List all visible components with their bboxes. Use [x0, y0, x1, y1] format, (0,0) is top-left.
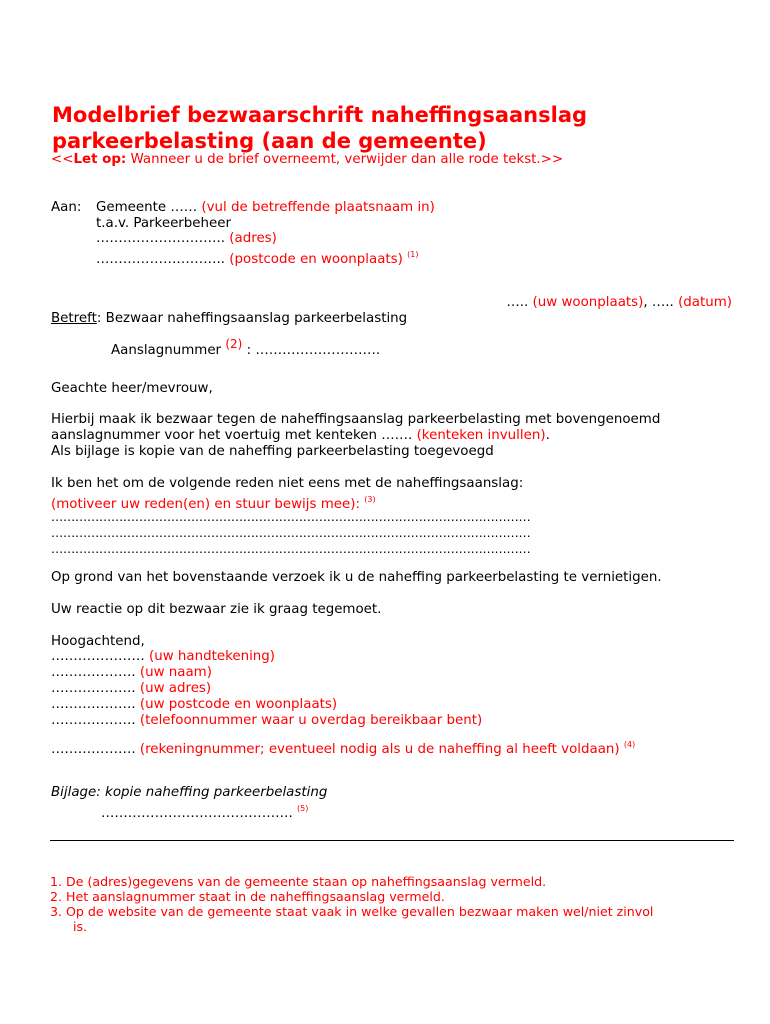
body-paragraph-2: Op grond van het bovenstaande verzoek ik u de naheffing parkeerbelasting te vernietigen.	[51, 570, 662, 585]
bank-account-hint: (rekeningnummer; eventueel nodig als u de naheffing al heeft voldaan)	[139, 742, 620, 757]
address-hint: (uw adres)	[139, 681, 212, 696]
phone-hint: (telefoonnummer waar u overdag bereikbaar bent)	[139, 713, 483, 728]
subject-label: Betreft	[51, 311, 97, 326]
footnote-3: 3. Op de website van de gemeente staat vaak in welke gevallen bezwaar maken wel/niet zinvol	[50, 904, 654, 919]
footnote-ref-2: (2)	[225, 337, 243, 351]
salutation: Geachte heer/mevrouw,	[51, 381, 213, 396]
attachment-dots: …………………………………….	[101, 806, 297, 821]
footnote-divider	[50, 840, 734, 841]
signature-dots: …………………	[51, 649, 149, 664]
address-line-4-text: ………………………..	[96, 252, 230, 267]
address-line-4-hint: (postcode en woonplaats)	[229, 252, 403, 267]
assessment-number-line	[111, 336, 380, 359]
title-line-1: Modelbrief bezwaarschrift naheffingsaanslag	[52, 103, 588, 127]
license-plate-text: aanslagnummer voor het voertuig met kenteken …….	[51, 428, 417, 443]
closing: Hoogachtend,	[51, 634, 145, 649]
date-dots: , …..	[643, 295, 679, 310]
footnote-3-continued: is.	[73, 919, 88, 934]
address-line-2: t.a.v. Parkeerbeheer	[96, 216, 232, 231]
name-dots: ……………….	[51, 665, 140, 680]
license-plate-end: .	[545, 428, 550, 443]
phone-field	[51, 713, 482, 729]
body-paragraph-3: Uw reactie op dit bezwaar zie ik graag tegemoet.	[51, 602, 382, 617]
assessment-number-dots: : ……………………….	[242, 343, 381, 358]
name-hint: (uw naam)	[139, 665, 212, 680]
reasons-dots-3: …………………………………………………………………………………………………………	[51, 542, 531, 556]
signature-hint: (uw handtekening)	[149, 649, 276, 664]
reasons-hint-text: (motiveer uw reden(en) en stuur bewijs mee):	[51, 497, 360, 512]
address-label: Aan:	[51, 200, 82, 215]
reasons-dots-1: …………………………………………………………………………………………………………	[51, 510, 531, 524]
place-date-line	[506, 295, 732, 311]
attachment-label: Bijlage: kopie naheffing parkeerbelasting	[51, 785, 328, 800]
name-field	[51, 665, 212, 681]
postcode-hint: (uw postcode en woonplaats)	[139, 697, 338, 712]
date-hint: (datum)	[678, 295, 732, 310]
document-title	[52, 102, 587, 154]
footnote-2: 2. Het aanslagnummer staat in de naheffingsaanslag vermeld.	[50, 889, 445, 904]
address-line-1-text: Gemeente ……	[96, 200, 202, 215]
body-paragraph-1-line-1: Hierbij maak ik bezwaar tegen de naheffingsaanslag parkeerbelasting met bovengenoemd	[51, 412, 661, 427]
place-hint: (uw woonplaats)	[532, 295, 644, 310]
assessment-number-label: Aanslagnummer	[111, 343, 226, 358]
body-paragraph-1-line-3: Als bijlage is kopie van de naheffing parkeerbelasting toegevoegd	[51, 444, 494, 459]
notice-open: <<	[51, 152, 74, 167]
bank-account-field	[51, 737, 635, 758]
attachment-dots-line	[101, 801, 308, 822]
footnote-1: 1. De (adres)gegevens van de gemeente staan op naheffingsaanslag vermeld.	[50, 874, 547, 889]
notice-text: Wanneer u de brief overneemt, verwijder dan alle rode tekst.>>	[126, 152, 564, 167]
reasons-intro: Ik ben het om de volgende reden niet eens met de naheffingsaanslag:	[51, 476, 524, 491]
address-field	[51, 681, 211, 697]
address-line-4	[96, 247, 419, 268]
place-dots: …..	[506, 295, 533, 310]
bank-account-dots: ……………….	[51, 742, 140, 757]
signature-field	[51, 649, 275, 665]
address-line-3-hint: (adres)	[229, 231, 277, 246]
footnote-ref-5: (5)	[296, 804, 309, 813]
address-line-1	[96, 200, 435, 216]
notice-bold: Let op:	[73, 152, 127, 167]
postcode-field	[51, 697, 337, 713]
subject-text: : Bezwaar naheffingsaanslag parkeerbelasting	[96, 311, 408, 326]
address-dots: ……………….	[51, 681, 140, 696]
title-line-2: parkeerbelasting (aan de gemeente)	[52, 129, 487, 153]
body-paragraph-1-line-2	[51, 428, 550, 444]
instruction-notice	[51, 152, 563, 168]
license-plate-hint: (kenteken invullen)	[416, 428, 546, 443]
address-line-3	[96, 231, 277, 247]
footnote-ref-4: (4)	[623, 740, 636, 749]
subject-line	[51, 311, 407, 327]
phone-dots: ……………….	[51, 713, 140, 728]
address-line-3-text: ………………………..	[96, 231, 230, 246]
reasons-dots-2: …………………………………………………………………………………………………………	[51, 526, 531, 540]
footnote-ref-1: (1)	[407, 250, 419, 259]
address-line-1-hint: (vul de betreffende plaatsnaam in)	[201, 200, 435, 215]
footnote-ref-3: (3)	[364, 495, 376, 504]
postcode-dots: ……………….	[51, 697, 140, 712]
